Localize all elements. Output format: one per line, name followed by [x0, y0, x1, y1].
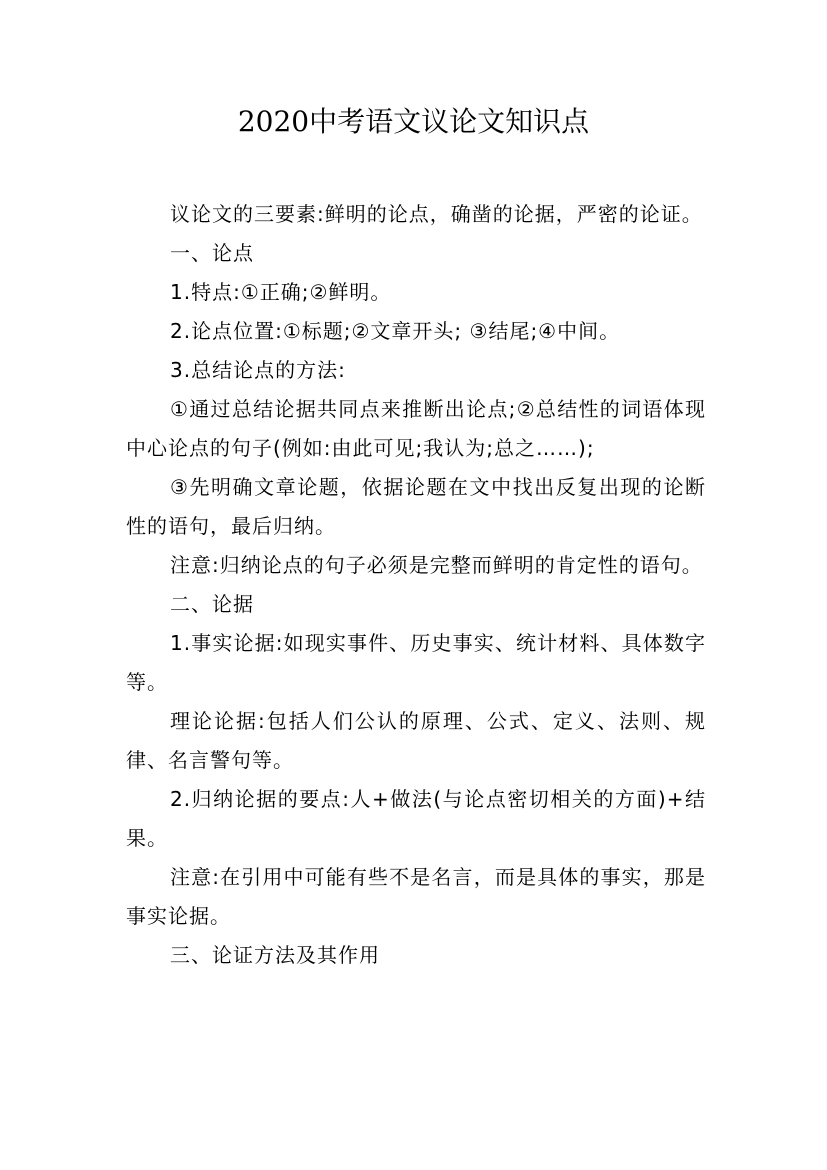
paragraph: 1.事实论据:如现实事件、历史事实、统计材料、具体数字等。 — [126, 631, 706, 694]
paragraph: 理论论据:包括人们公认的原理、公式、定义、法则、规律、名言警句等。 — [126, 709, 706, 772]
paragraph: 注意:在引用中可能有些不是名言，而是具体的事实，那是事实论据。 — [126, 865, 706, 928]
paragraph: ③先明确文章论题，依据论题在文中找出反复出现的论断性的语句，最后归纳。 — [126, 475, 706, 538]
paragraph: 议论文的三要素:鲜明的论点，确凿的论据，严密的论证。 — [170, 202, 703, 226]
paragraph: ①通过总结论据共同点来推断出论点;②总结性的词语体现中心论点的句子(例如:由此可见;我认为;总之……); — [126, 397, 706, 460]
document-body — [126, 195, 706, 975]
document-title: 2020中考语文议论文知识点 — [237, 105, 590, 138]
section-heading: 三、论证方法及其作用 — [170, 943, 380, 967]
paragraph: 1.特点:①正确;②鲜明。 — [170, 280, 392, 304]
section-heading: 一、论点 — [170, 241, 254, 265]
paragraph: 2.归纳论据的要点:人+做法(与论点密切相关的方面)+结果。 — [126, 787, 706, 850]
paragraph: 3.总结论点的方法: — [170, 358, 346, 382]
paragraph: 注意:归纳论点的句子必须是完整而鲜明的肯定性的语句。 — [170, 553, 703, 577]
section-heading: 二、论据 — [170, 592, 254, 616]
paragraph: 2.论点位置:①标题;②文章开头; ③结尾;④中间。 — [170, 319, 621, 343]
